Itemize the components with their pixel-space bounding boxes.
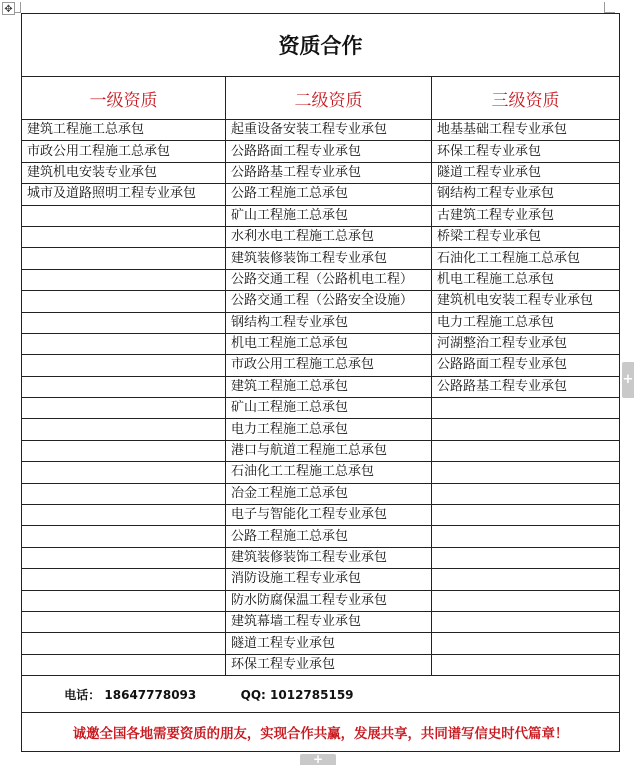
- move-table-icon[interactable]: ✥: [2, 2, 15, 15]
- cell-level-1[interactable]: [22, 205, 226, 226]
- cell-level-1[interactable]: [22, 505, 226, 526]
- cell-level-2[interactable]: 石油化工工程施工总承包: [226, 462, 432, 483]
- table-row: [22, 398, 620, 419]
- table-row: [22, 248, 620, 269]
- contact-row: [22, 676, 620, 713]
- table-row: [22, 462, 620, 483]
- cell-level-1[interactable]: [22, 462, 226, 483]
- cell-level-3[interactable]: 建筑机电安装工程专业承包: [432, 291, 620, 312]
- cell-level-3[interactable]: 公路路面工程专业承包: [432, 355, 620, 376]
- cell-level-2[interactable]: 建筑幕墙工程专业承包: [226, 611, 432, 632]
- cell-level-2[interactable]: 公路路基工程专业承包: [226, 162, 432, 183]
- cell-level-1[interactable]: [22, 333, 226, 354]
- cell-level-3[interactable]: 机电工程施工总承包: [432, 269, 620, 290]
- cell-level-1[interactable]: [22, 312, 226, 333]
- slogan-row: [22, 713, 620, 752]
- table-row: [22, 205, 620, 226]
- cell-level-2[interactable]: 冶金工程施工总承包: [226, 483, 432, 504]
- cell-level-2[interactable]: 公路路面工程专业承包: [226, 141, 432, 162]
- cell-level-1[interactable]: [22, 526, 226, 547]
- table-row: [22, 184, 620, 205]
- cell-level-1[interactable]: [22, 398, 226, 419]
- header-row: [22, 77, 620, 120]
- qq-label: QQ:: [240, 687, 266, 702]
- cell-level-2[interactable]: 电子与智能化工程专业承包: [226, 505, 432, 526]
- cell-level-1[interactable]: [22, 291, 226, 312]
- title-row: [22, 14, 620, 77]
- cell-level-2[interactable]: 建筑装修装饰工程专业承包: [226, 547, 432, 568]
- table-row: [22, 333, 620, 354]
- table-row: [22, 419, 620, 440]
- table-row: [22, 569, 620, 590]
- qq-number: 1012785159: [270, 687, 354, 702]
- cell-level-3[interactable]: 古建筑工程专业承包: [432, 205, 620, 226]
- cell-level-3[interactable]: [432, 590, 620, 611]
- phone-label: 电话：: [64, 687, 101, 702]
- cell-level-3[interactable]: [432, 611, 620, 632]
- cell-level-3[interactable]: 环保工程专业承包: [432, 141, 620, 162]
- cell-level-3[interactable]: 公路路基工程专业承包: [432, 376, 620, 397]
- cell-level-1[interactable]: 建筑机电安装专业承包: [22, 162, 226, 183]
- crop-mark-top-right: [604, 2, 615, 13]
- cell-level-1[interactable]: [22, 633, 226, 654]
- cell-level-3[interactable]: [432, 633, 620, 654]
- cell-level-2[interactable]: 钢结构工程专业承包: [226, 312, 432, 333]
- cell-level-1[interactable]: 市政公用工程施工总承包: [22, 141, 226, 162]
- cell-level-2[interactable]: 消防设施工程专业承包: [226, 569, 432, 590]
- cell-level-2[interactable]: 起重设备安装工程专业承包: [226, 120, 432, 141]
- column-header-level-2: 二级资质: [226, 77, 432, 120]
- page-title: 资质合作: [22, 14, 620, 77]
- cell-level-1[interactable]: [22, 483, 226, 504]
- cell-level-1[interactable]: [22, 376, 226, 397]
- table-row: [22, 312, 620, 333]
- cell-level-1[interactable]: [22, 547, 226, 568]
- cell-level-2[interactable]: 公路交通工程（公路机电工程）: [226, 269, 432, 290]
- cell-level-3[interactable]: 桥梁工程专业承包: [432, 226, 620, 247]
- cell-level-3[interactable]: 石油化工工程施工总承包: [432, 248, 620, 269]
- cell-level-1[interactable]: [22, 419, 226, 440]
- contact-cell: [22, 676, 620, 713]
- cell-level-2[interactable]: 环保工程专业承包: [226, 654, 432, 675]
- cell-level-2[interactable]: 防水防腐保温工程专业承包: [226, 590, 432, 611]
- table-row: [22, 226, 620, 247]
- table-row: [22, 633, 620, 654]
- cell-level-3[interactable]: [432, 398, 620, 419]
- table-row: [22, 355, 620, 376]
- slogan: 诚邀全国各地需要资质的朋友，实现合作共赢，发展共享，共同谱写信史时代篇章！: [22, 713, 620, 752]
- column-header-level-3: 三级资质: [432, 77, 620, 120]
- cell-level-3[interactable]: [432, 505, 620, 526]
- cell-level-2[interactable]: 隧道工程专业承包: [226, 633, 432, 654]
- table-row: [22, 526, 620, 547]
- cell-level-1[interactable]: [22, 611, 226, 632]
- cell-level-2[interactable]: 建筑工程施工总承包: [226, 376, 432, 397]
- cell-level-2[interactable]: 市政公用工程施工总承包: [226, 355, 432, 376]
- table-row: [22, 269, 620, 290]
- cell-level-1[interactable]: [22, 355, 226, 376]
- cell-level-3[interactable]: [432, 440, 620, 461]
- cell-level-3[interactable]: 河湖整治工程专业承包: [432, 333, 620, 354]
- cell-level-2[interactable]: 建筑装修装饰工程专业承包: [226, 248, 432, 269]
- cell-level-3[interactable]: [432, 569, 620, 590]
- cell-level-1[interactable]: 建筑工程施工总承包: [22, 120, 226, 141]
- cell-level-3[interactable]: 钢结构工程专业承包: [432, 184, 620, 205]
- cell-level-2[interactable]: 公路工程施工总承包: [226, 184, 432, 205]
- cell-level-1[interactable]: [22, 248, 226, 269]
- cell-level-3[interactable]: [432, 547, 620, 568]
- cell-level-2[interactable]: 公路交通工程（公路安全设施）: [226, 291, 432, 312]
- cell-level-2[interactable]: 电力工程施工总承包: [226, 419, 432, 440]
- table-row: [22, 611, 620, 632]
- table-row: [22, 590, 620, 611]
- cell-level-2[interactable]: 机电工程施工总承包: [226, 333, 432, 354]
- cell-level-3[interactable]: 电力工程施工总承包: [432, 312, 620, 333]
- cell-level-2[interactable]: 港口与航道工程施工总承包: [226, 440, 432, 461]
- table-row: [22, 376, 620, 397]
- qualification-table: [21, 13, 620, 752]
- cell-level-2[interactable]: 水利水电工程施工总承包: [226, 226, 432, 247]
- phone-number: 18647778093: [104, 687, 197, 702]
- cell-level-1[interactable]: [22, 654, 226, 675]
- cell-level-3[interactable]: 地基基础工程专业承包: [432, 120, 620, 141]
- cell-level-1[interactable]: [22, 590, 226, 611]
- cell-level-3[interactable]: 隧道工程专业承包: [432, 162, 620, 183]
- table-row: [22, 547, 620, 568]
- table-row: [22, 162, 620, 183]
- cell-level-2[interactable]: 矿山工程施工总承包: [226, 398, 432, 419]
- cell-level-1[interactable]: 城市及道路照明工程专业承包: [22, 184, 226, 205]
- cell-level-1[interactable]: [22, 226, 226, 247]
- add-row-icon[interactable]: +: [300, 754, 336, 765]
- table-row: [22, 654, 620, 675]
- cell-level-3[interactable]: [432, 526, 620, 547]
- cell-level-2[interactable]: 公路工程施工总承包: [226, 526, 432, 547]
- table-row: [22, 291, 620, 312]
- cell-level-3[interactable]: [432, 483, 620, 504]
- table-row: [22, 483, 620, 504]
- cell-level-3[interactable]: [432, 654, 620, 675]
- table-row: [22, 141, 620, 162]
- add-column-icon[interactable]: +: [622, 362, 634, 398]
- cell-level-1[interactable]: [22, 269, 226, 290]
- cell-level-2[interactable]: 矿山工程施工总承包: [226, 205, 432, 226]
- column-header-level-1: 一级资质: [22, 77, 226, 120]
- cell-level-1[interactable]: [22, 440, 226, 461]
- table-row: [22, 440, 620, 461]
- cell-level-1[interactable]: [22, 569, 226, 590]
- cell-level-3[interactable]: [432, 462, 620, 483]
- table-row: [22, 120, 620, 141]
- cell-level-3[interactable]: [432, 419, 620, 440]
- table-row: [22, 505, 620, 526]
